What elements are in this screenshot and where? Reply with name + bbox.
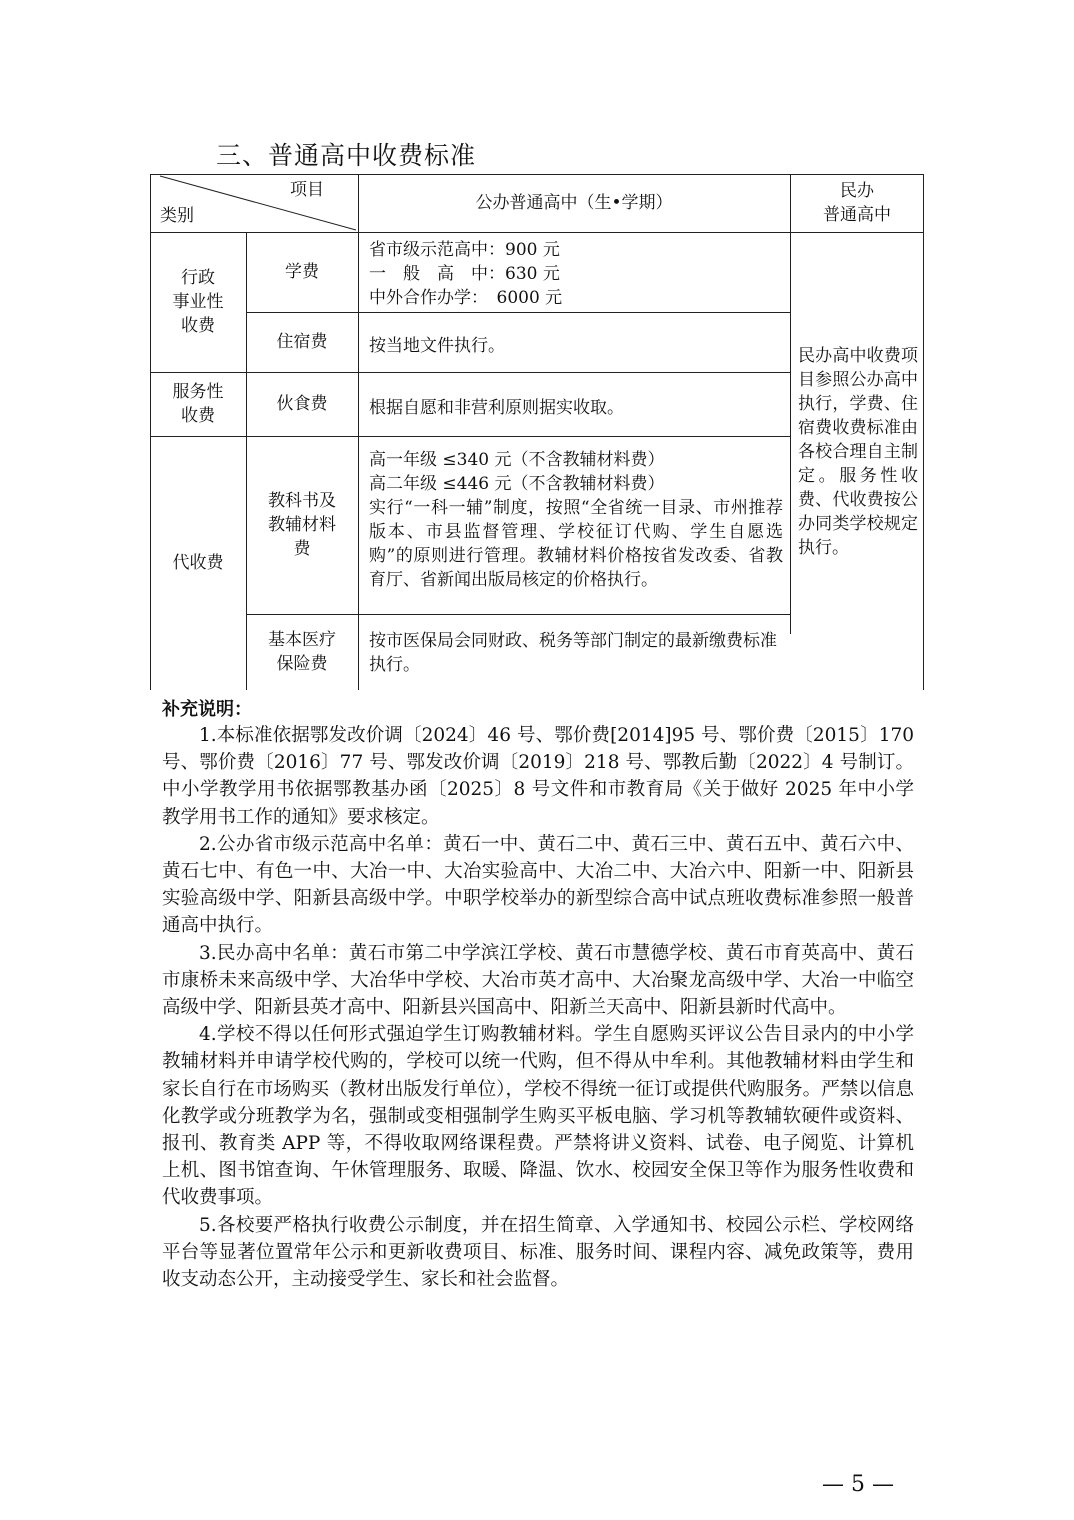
notes-title: 补充说明： [162,699,252,720]
group-admin: 行政 事业性 收费 [172,268,224,336]
private-note: 民办高中收费项目参照公办高中执行，学费、住宿费收费标准由各校合理自主制定。服务性收费、代收费按公办同类学校规定执行。 [798,346,918,558]
section-title: 三、普通高中收费标准 [216,141,477,170]
header-private-label: 民办 普通高中 [823,181,891,225]
fee-table [150,174,924,690]
item-insurance: 基本医疗 保险费 [268,630,336,674]
note-item: 2.公办省市级示范高中名单：黄石一中、黄石二中、黄石三中、黄石五中、黄石六中、黄石七中、有色一中、大冶一中、大冶实验高中、大冶二中、大冶六中、阳新一中、阳新县实验高级中学、阳新县高级中学。中职学校举办的新型综合高中试点班收费标准参照一般普通高中执行。 [162,833,914,937]
header-category-label: 类别 [160,206,194,226]
header-public-label: 公办普通高中（生•学期） [475,193,673,213]
notes-list [162,722,914,1293]
table-border-right [923,174,924,690]
note-item: 1.本标准依据鄂发改价调〔2024〕46 号、鄂价费[2014]95 号、鄂价费〔2015〕170 号、鄂价费〔2016〕77 号、鄂发改价调〔2019〕218 号、鄂教后勤〔2022〕4 号制订。中小学教学用书依据鄂教基办函〔2025〕8 号文件和市教育局《关于做好 2025 年中小学教学用书工作的通知》要求核定。 [162,725,914,828]
group-service: 服务性 收费 [172,382,224,426]
value-dorm: 按当地文件执行。 [369,336,505,356]
item-dorm: 住宿费 [276,332,328,352]
item-tuition: 学费 [285,262,319,282]
note-item: 3.民办高中名单：黄石市第二中学滨江学校、黄石市慧德学校、黄石市育英高中、黄石市康桥未来高级中学、大冶华中学校、大冶市英才高中、大冶聚龙高级中学、大冶一中临空高级中学、阳新县英才高中、阳新县兴国高中、阳新兰天高中、阳新县新时代高中。 [162,942,914,1019]
value-tuition: 省市级示范高中：900 元 一 般 高 中：630 元 中外合作办学： 6000 元 [369,240,563,308]
value-meals: 根据自愿和非营利原则据实收取。 [369,398,624,418]
column-divider-items [358,174,359,690]
value-insurance: 按市医保局会同财政、税务等部门制定的最新缴费标准执行。 [369,631,777,675]
item-textbooks: 教科书及 教辅材料 费 [268,491,336,559]
group-agency: 代收费 [172,553,224,573]
note-item: 5.各校要严格执行收费公示制度，并在招生简章、入学通知书、校园公示栏、学校网络平台等显著位置常年公示和更新收费项目、标准、服务时间、课程内容、减免政策等，费用收支动态公开，主动接受学生、家长和社会监督。 [162,1214,914,1291]
column-divider-private [790,174,791,634]
note-item: 4.学校不得以任何形式强迫学生订购教辅材料。学生自愿购买评议公告目录内的中小学教辅材料并申请学校代购的，学校可以统一代购，但不得从中牟利。其他教辅材料由学生和家长自行在市场购买（教材出版发行单位），学校不得统一征订或提供代购服务。严禁以信息化教学或分班教学为名，强制或变相强制学生购买平板电脑、学习机等教辅软硬件或资料、报刊、教育类 APP 等，不得收取网络课程费。严禁将讲义资料、试卷、电子阅览、计算机上机、图书馆查询、午休管理服务、取暖、降温、饮水、校园安全保卫等作为服务性收费和代收费事项。 [162,1024,914,1209]
item-meals: 伙食费 [276,394,328,414]
value-textbooks: 高一年级 ≤340 元（不含教辅材料费） 高二年级 ≤446 元（不含教辅材料费） 实行“一科一辅”制度，按照“全省统一目录、市州推荐版本、市县监督管理、学校征订代购、学生自愿选购”的原则进行管理。教辅材料价格按省发改委、省教育厅、省新闻出版局核定的价格执行。 [369,450,783,590]
header-item-label: 项目 [290,180,324,200]
page-number: — 5 — [822,1472,894,1497]
